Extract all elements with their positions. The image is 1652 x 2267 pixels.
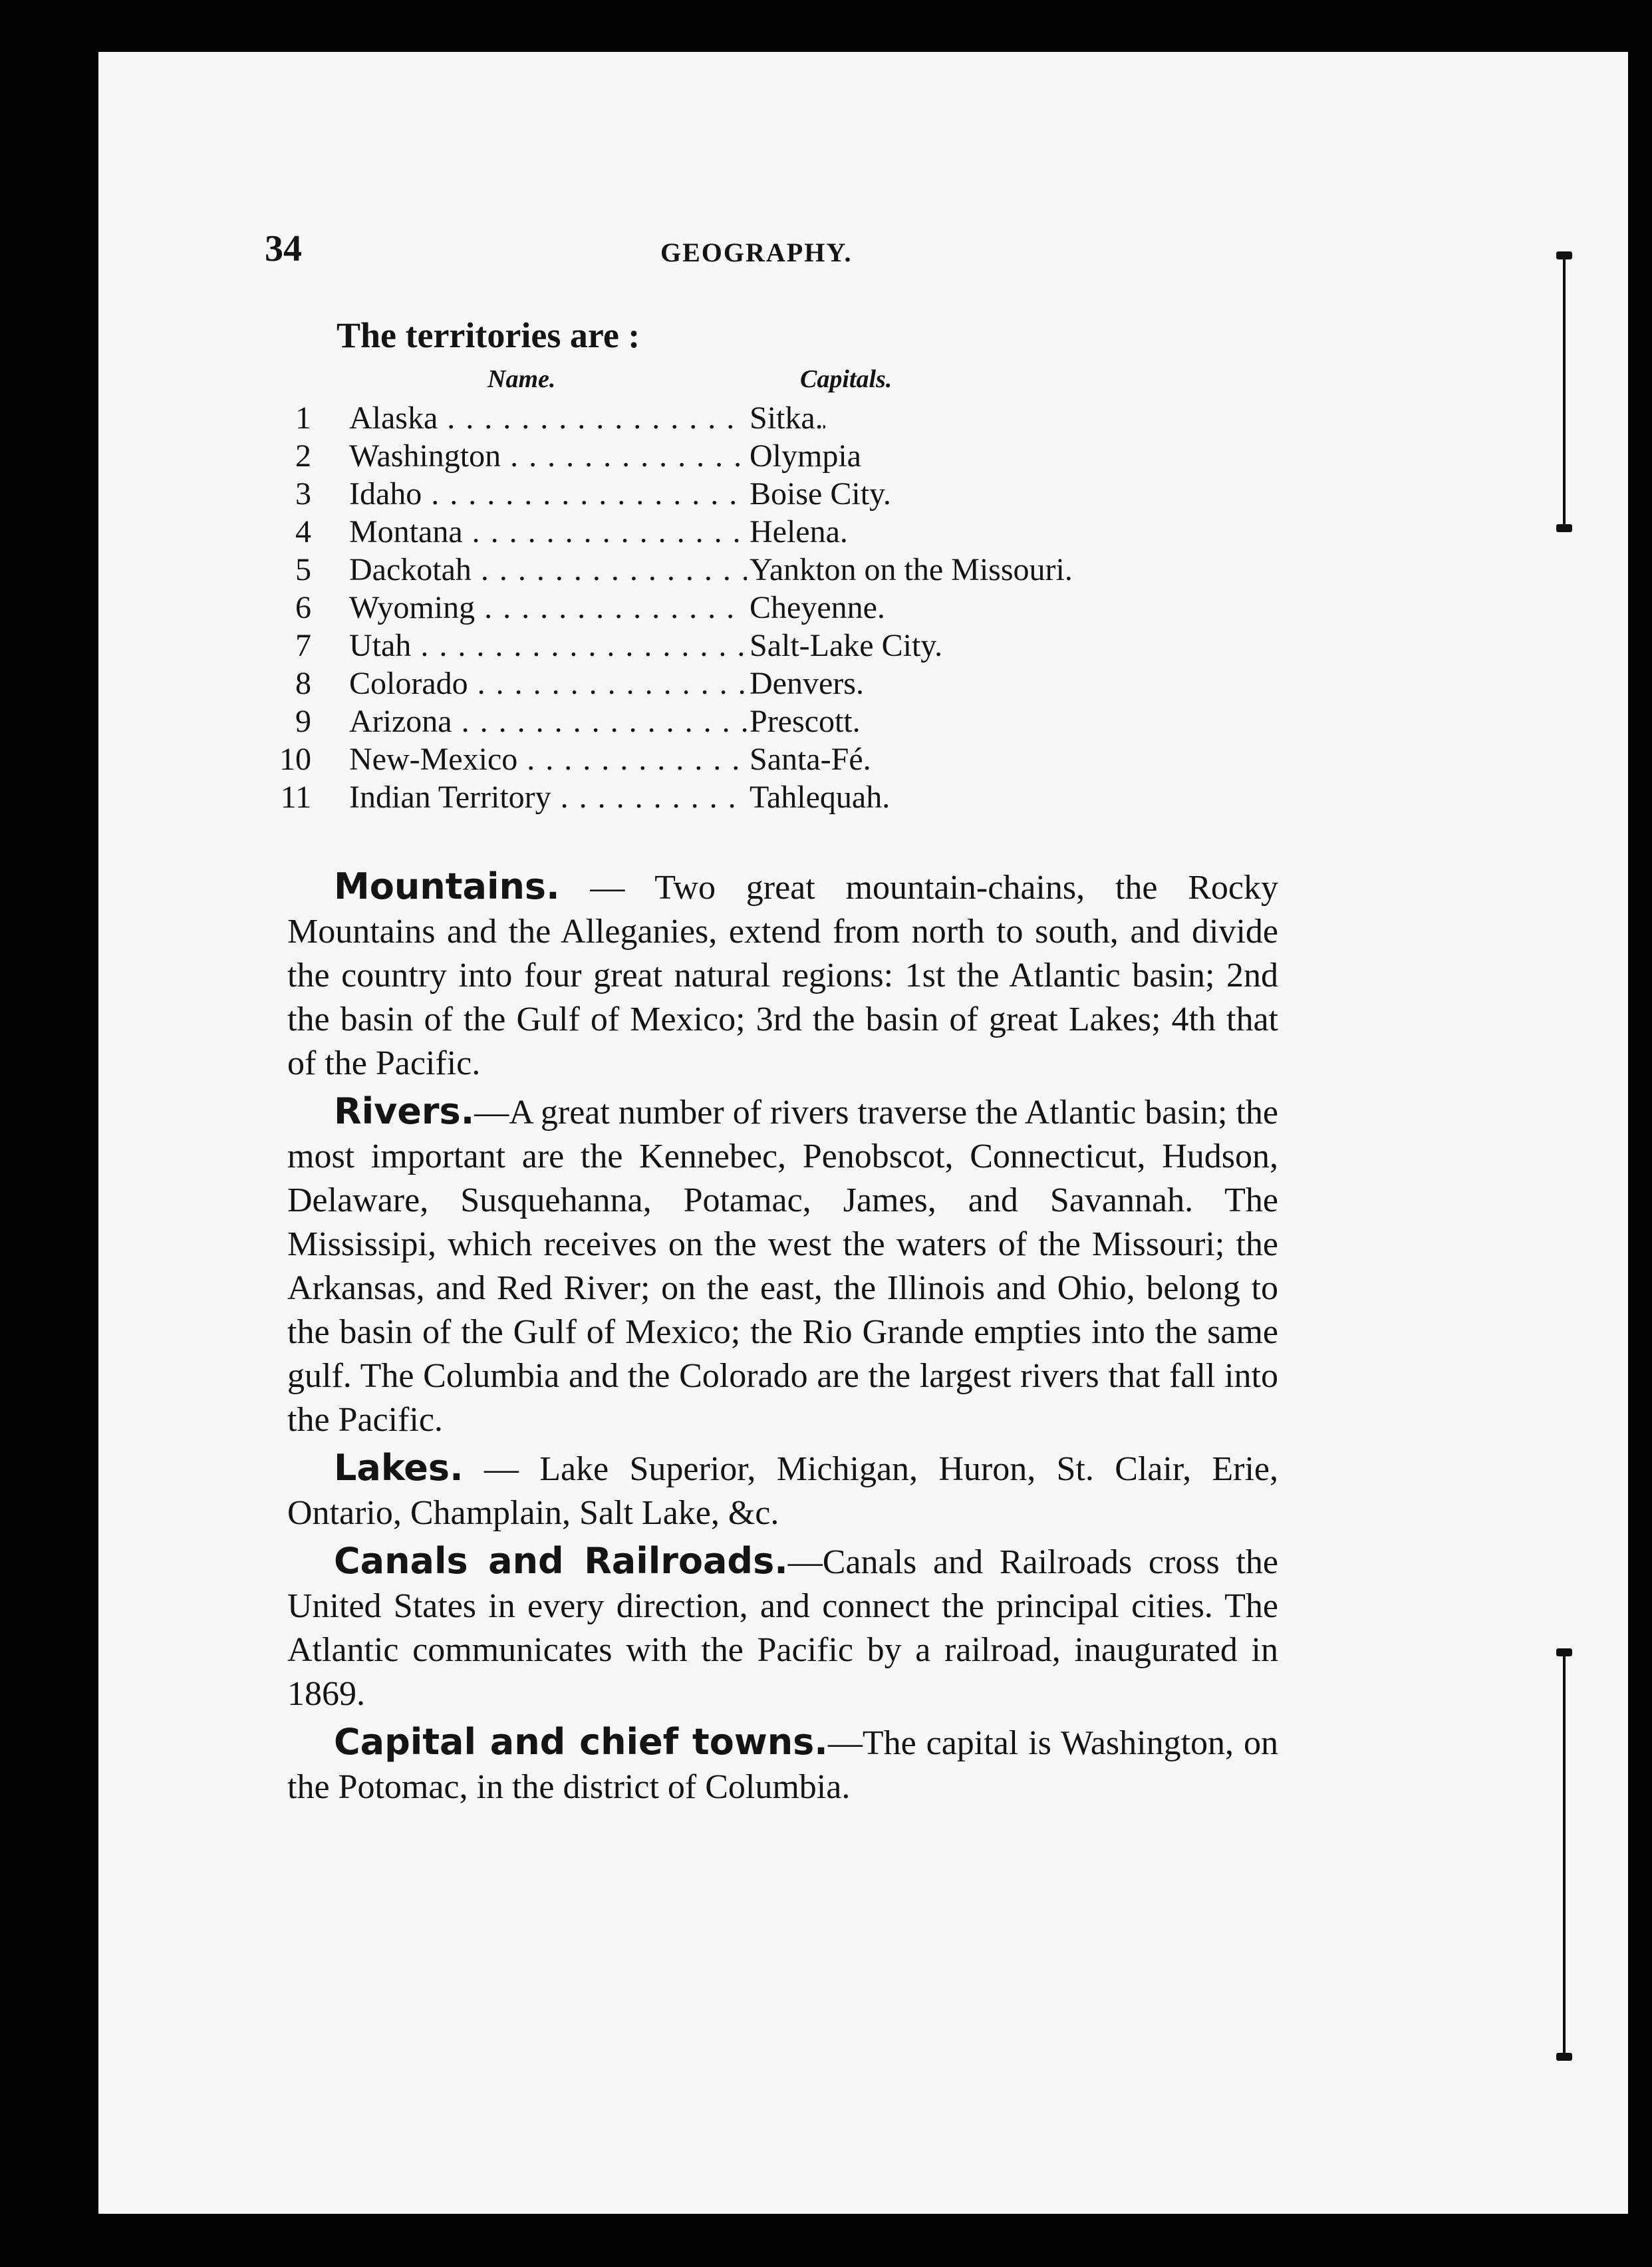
territory-row: [265, 475, 1289, 513]
territory-name: Idaho . . .: [349, 475, 831, 513]
section-heading: Capital and chief towns.: [334, 1721, 828, 1763]
territory-name: Colorado . . .: [349, 665, 831, 702]
territory-row: [265, 665, 1289, 702]
margin-rule-tick: [1556, 2053, 1572, 2061]
territory-capital: Sitka.: [747, 399, 823, 437]
page-header: [265, 227, 1276, 281]
body-text: [287, 865, 1278, 1813]
territory-number: 5: [295, 552, 311, 587]
territory-capital: Santa-Fé.: [747, 740, 871, 778]
section-heading: Rivers.: [334, 1090, 475, 1132]
margin-rule-tick: [1556, 524, 1572, 532]
territory-row: [265, 513, 1289, 551]
territory-row: [265, 551, 1289, 589]
territory-capital: Cheyenne.: [747, 589, 885, 627]
section-canals-railroads: [287, 1539, 1278, 1716]
territory-capital: Salt-Lake City.: [747, 627, 942, 665]
book-page: [98, 52, 1628, 2214]
territory-capital: Helena.: [747, 513, 848, 551]
territory-capital: Boise City.: [747, 475, 891, 513]
territory-row: [265, 437, 1289, 475]
margin-bracket-lower: [1556, 1648, 1572, 2061]
territory-number: 4: [295, 514, 311, 549]
territory-number: 3: [295, 476, 311, 512]
territory-row: [265, 740, 1289, 778]
column-header-capital: Capitals.: [800, 365, 893, 393]
territory-row: [265, 589, 1289, 627]
section-mountains: [287, 865, 1278, 1086]
territory-name: Dackotah . . .: [349, 551, 831, 589]
section-heading: Lakes.: [334, 1447, 464, 1489]
territory-name: New-Mexico . . .: [349, 740, 831, 778]
territory-number: 11: [280, 780, 311, 815]
territories-table: [265, 313, 1289, 816]
section-text: —Canals and Railroads cross the United States in every direction, and connect the principal cities. The Atlantic communicates with the Pacific by a railroad, inaugurated in 1869.: [287, 1543, 1279, 1713]
territory-number: 7: [295, 628, 311, 663]
section-text: —The capital is Washington, on the Potomac, in the district of Columbia.: [287, 1724, 1278, 1806]
section-text: — Two great mountain-chains, the Rocky Mountains and the Alleganies, extend from north to south, and divide the country into four great natural regions: 1st the Atlantic basin; 2nd the basin of the Gulf of Mexico; 3rd the basin of great Lakes; 4th that of the Pacific.: [287, 869, 1278, 1082]
territory-rows: [265, 399, 1289, 816]
column-header-name: Name.: [487, 365, 556, 393]
territory-row: [265, 702, 1289, 740]
margin-rule-tick: [1556, 251, 1572, 259]
territory-number: 9: [295, 704, 311, 739]
territory-name: Washington . . .: [349, 437, 831, 475]
territory-name: Wyoming . . .: [349, 589, 831, 627]
territory-name: Arizona . . .: [349, 702, 831, 740]
territory-number: 8: [295, 666, 311, 701]
margin-rule-tick: [1556, 1648, 1572, 1656]
section-lakes: [287, 1446, 1278, 1535]
section-text: — Lake Superior, Michigan, Huron, St. Clair, Erie, Ontario, Champlain, Salt Lake, &c.: [287, 1450, 1278, 1532]
territory-row: [265, 778, 1289, 816]
territory-number: 1: [295, 400, 311, 436]
margin-rule-line: [1563, 1648, 1566, 2061]
running-head: GEOGRAPHY.: [660, 237, 853, 267]
territory-number: 6: [295, 590, 311, 625]
section-text: —A great number of rivers traverse the Atlantic basin; the most important are the Kennebec, Penobscot, Connecticut, Hudson, Delaware, Susquehanna, Potamac, James, and Savannah. The Mississipi, which receives on the west the waters of the Missouri; the Arkansas, and Red River; on the east, the Illinois and Ohio, belong to the basin of the Gulf of Mexico; the Rio Grande empties into the same gulf. The Columbia and the Colorado are the largest rivers that fall into the Pacific.: [287, 1094, 1278, 1439]
territory-number: 2: [295, 438, 311, 474]
territory-name: Indian Territory . . .: [349, 778, 831, 816]
margin-rule-line: [1563, 251, 1566, 531]
margin-bracket-upper: [1556, 251, 1572, 531]
territory-capital: Olympia: [747, 437, 861, 475]
territory-capital: Prescott.: [747, 702, 861, 740]
territory-name: Montana . . .: [349, 513, 831, 551]
page-number: 34: [265, 228, 302, 269]
territories-intro: The territories are :: [337, 315, 640, 355]
territory-name: Alaska . . .: [349, 399, 831, 437]
territory-row: [265, 399, 1289, 437]
section-rivers: [287, 1090, 1278, 1442]
table-column-headers: [265, 358, 1289, 399]
territory-name: Utah . . .: [349, 627, 831, 665]
territory-capital: Tahlequah.: [747, 778, 890, 816]
territory-capital: Yankton on the Missouri.: [747, 551, 1073, 589]
section-heading: Mountains.: [334, 865, 560, 907]
territory-row: [265, 627, 1289, 665]
section-capital-towns: [287, 1720, 1278, 1809]
territory-capital: Denvers.: [747, 665, 864, 702]
territory-number: 10: [279, 742, 311, 777]
section-heading: Canals and Railroads.: [334, 1540, 788, 1582]
